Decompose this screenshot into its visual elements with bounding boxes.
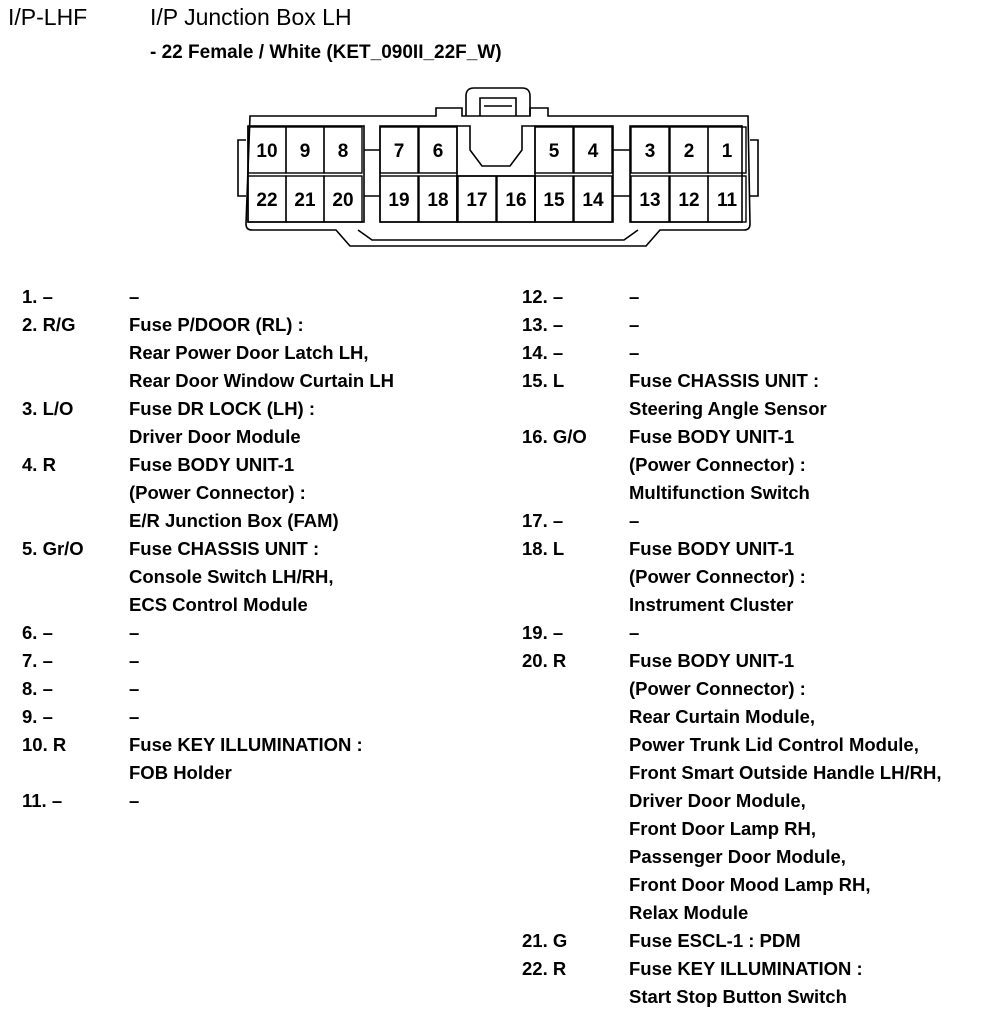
pin-description-line: –: [629, 510, 640, 531]
pin-description-line: ECS Control Module: [129, 594, 308, 615]
pin-number-label: 5: [548, 141, 560, 162]
pin-description-line: Fuse ESCL-1 : PDM: [629, 930, 801, 951]
pin-description-line: Fuse BODY UNIT-1: [629, 538, 795, 559]
pin-entry: [22, 703, 394, 731]
pin-description-line: –: [629, 342, 640, 363]
pin-description-line: –: [629, 286, 640, 307]
connector-title: I/P Junction Box LH: [150, 4, 352, 30]
pin-description: [129, 535, 334, 619]
pin-entry: [522, 339, 941, 367]
connector-subtitle: - 22 Female / White (KET_090II_22F_W): [150, 42, 502, 63]
pin-number: 17. –: [522, 510, 564, 531]
pin-description-line: (Power Connector) :: [129, 482, 306, 503]
pin-number: 19. –: [522, 622, 564, 643]
pin-number-label: 22: [256, 190, 278, 211]
pin-description-line: –: [129, 286, 140, 307]
pin-description-line: Fuse BODY UNIT-1: [629, 426, 795, 447]
pin-description: [129, 787, 139, 815]
pin-description: [629, 927, 801, 955]
pin-description-line: Console Switch LH/RH,: [129, 566, 334, 587]
pin-description-line: Driver Door Module,: [629, 790, 806, 811]
pin-description-line: Fuse BODY UNIT-1: [129, 454, 295, 475]
pin-description-line: Rear Door Window Curtain LH: [129, 370, 394, 391]
pin-description-line: –: [129, 678, 140, 699]
pin-entry: [522, 647, 941, 927]
pin-number: 16. G/O: [522, 426, 587, 447]
pin-description: [129, 311, 394, 395]
pin-description: [629, 311, 639, 339]
pin-description: [129, 731, 363, 787]
pin-number-label: 4: [587, 141, 599, 162]
pin-description-line: Rear Curtain Module,: [629, 706, 816, 727]
pin-number-label: 19: [388, 190, 410, 211]
pin-cells: [248, 127, 746, 222]
pin-description: [629, 367, 827, 423]
connector-housing: [246, 108, 750, 246]
pin-number-label: 3: [644, 141, 656, 162]
pin-description-line: Start Stop Button Switch: [629, 986, 847, 1007]
pin-description-line: –: [629, 622, 640, 643]
pin-description: [129, 675, 139, 703]
pin-entry: [522, 367, 941, 423]
pin-description: [129, 451, 339, 535]
pin-number-label: 17: [466, 190, 488, 211]
pin-description-line: Power Trunk Lid Control Module,: [629, 734, 919, 755]
pin-description-line: (Power Connector) :: [629, 566, 806, 587]
connector-bottom-rail: [358, 230, 638, 240]
pin-description-line: Front Door Mood Lamp RH,: [629, 874, 871, 895]
pin-description: [629, 955, 863, 1011]
pin-description: [629, 423, 810, 507]
pin-number: 11. –: [22, 790, 63, 811]
pin-number: 9. –: [22, 706, 53, 727]
pin-description-line: Driver Door Module: [129, 426, 301, 447]
pin-number: 8. –: [22, 678, 53, 699]
pin-entry: [22, 619, 394, 647]
pin-entry: [522, 535, 941, 619]
pin-description-line: (Power Connector) :: [629, 678, 806, 699]
pin-number: 7. –: [22, 650, 53, 671]
pin-number: 6. –: [22, 622, 53, 643]
connector-center-guide: [457, 126, 535, 166]
pin-number: 20. R: [522, 650, 567, 671]
pin-number: 15. L: [522, 370, 565, 391]
pin-number-label: 16: [505, 190, 527, 211]
pin-description: [629, 619, 639, 647]
pin-number: 4. R: [22, 454, 56, 475]
pin-number-label: 14: [582, 190, 604, 211]
pin-entry: [22, 675, 394, 703]
pin-number-label: 20: [332, 190, 354, 211]
pin-number-label: 13: [639, 190, 661, 211]
pin-number: 21. G: [522, 930, 568, 951]
pin-entry: [22, 535, 394, 619]
pin-entry: [22, 311, 394, 395]
pin-entry: [22, 451, 394, 535]
pin-number-label: 7: [393, 141, 405, 162]
pin-number-label: 10: [256, 141, 278, 162]
connector-latch: [466, 88, 530, 116]
pin-entry: [522, 507, 941, 535]
pin-description-line: –: [129, 622, 140, 643]
pin-description-line: –: [129, 650, 140, 671]
pin-description-line: Steering Angle Sensor: [629, 398, 827, 419]
pin-number: 10. R: [22, 734, 67, 755]
pin-description-line: Fuse DR LOCK (LH) :: [129, 398, 316, 419]
pin-entry: [22, 395, 394, 451]
pin-description: [129, 703, 139, 731]
pin-entry: [522, 619, 941, 647]
connector-left-key: [238, 140, 246, 196]
pin-description: [129, 283, 139, 311]
pin-description-line: Fuse BODY UNIT-1: [629, 650, 795, 671]
pin-description-line: E/R Junction Box (FAM): [129, 510, 339, 531]
pin-number: 2. R/G: [22, 314, 76, 335]
pin-number: 22. R: [522, 958, 567, 979]
pin-description: [629, 535, 806, 619]
pin-number-label: 9: [299, 141, 311, 162]
pin-description-line: Fuse P/DOOR (RL) :: [129, 314, 304, 335]
pin-description: [629, 283, 639, 311]
pin-description: [129, 619, 139, 647]
pin-entry: [522, 955, 941, 1011]
pin-description-line: Fuse KEY ILLUMINATION :: [629, 958, 863, 979]
pin-description-line: FOB Holder: [129, 762, 232, 783]
pin-entry: [522, 283, 941, 311]
pin-number-label: 18: [427, 190, 449, 211]
pin-number: 5. Gr/O: [22, 538, 84, 559]
pin-entry: [522, 311, 941, 339]
connector-code: I/P-LHF: [8, 4, 88, 30]
pin-entry: [522, 423, 941, 507]
pin-entry: [22, 731, 394, 787]
connector-face-diagram: [0, 0, 992, 270]
pin-description: [629, 647, 941, 927]
pin-description-line: –: [629, 314, 640, 335]
pin-description-line: –: [129, 706, 140, 727]
pin-number: 1. –: [22, 286, 53, 307]
pin-number-label: 2: [683, 141, 695, 162]
pin-number-label: 6: [432, 141, 444, 162]
pin-description-line: (Power Connector) :: [629, 454, 806, 475]
pin-description-line: Fuse CHASSIS UNIT :: [129, 538, 320, 559]
pin-list-right: [522, 283, 941, 1011]
pin-number: 18. L: [522, 538, 565, 559]
pin-number-label: 21: [294, 190, 316, 211]
pin-description-line: Passenger Door Module,: [629, 846, 846, 867]
pin-number-label: 11: [716, 190, 738, 211]
pin-number-label: 15: [543, 190, 565, 211]
pin-description: [129, 647, 139, 675]
pin-description-line: Fuse CHASSIS UNIT :: [629, 370, 820, 391]
pin-description: [129, 395, 315, 451]
pin-number: 12. –: [522, 286, 564, 307]
pin-number-label: 1: [721, 141, 733, 162]
pin-number-label: 12: [678, 190, 700, 211]
pin-list-left: [22, 283, 394, 815]
connector-right-key: [750, 140, 758, 196]
pin-description: [629, 339, 639, 367]
pin-entry: [22, 283, 394, 311]
pin-number: 14. –: [522, 342, 564, 363]
pin-description-line: Multifunction Switch: [629, 482, 810, 503]
pin-description-line: Front Door Lamp RH,: [629, 818, 817, 839]
pin-entry: [22, 647, 394, 675]
pin-entry: [22, 787, 394, 815]
pin-number: 13. –: [522, 314, 564, 335]
pin-number: 3. L/O: [22, 398, 74, 419]
pin-entry: [522, 927, 941, 955]
pin-description: [629, 507, 639, 535]
pin-description-line: Rear Power Door Latch LH,: [129, 342, 369, 363]
pin-description-line: Relax Module: [629, 902, 749, 923]
pin-description-line: Fuse KEY ILLUMINATION :: [129, 734, 363, 755]
pin-number-label: 8: [337, 141, 349, 162]
pin-description-line: Instrument Cluster: [629, 594, 794, 615]
pin-description-line: Front Smart Outside Handle LH/RH,: [629, 762, 942, 783]
pin-description-line: –: [129, 790, 140, 811]
